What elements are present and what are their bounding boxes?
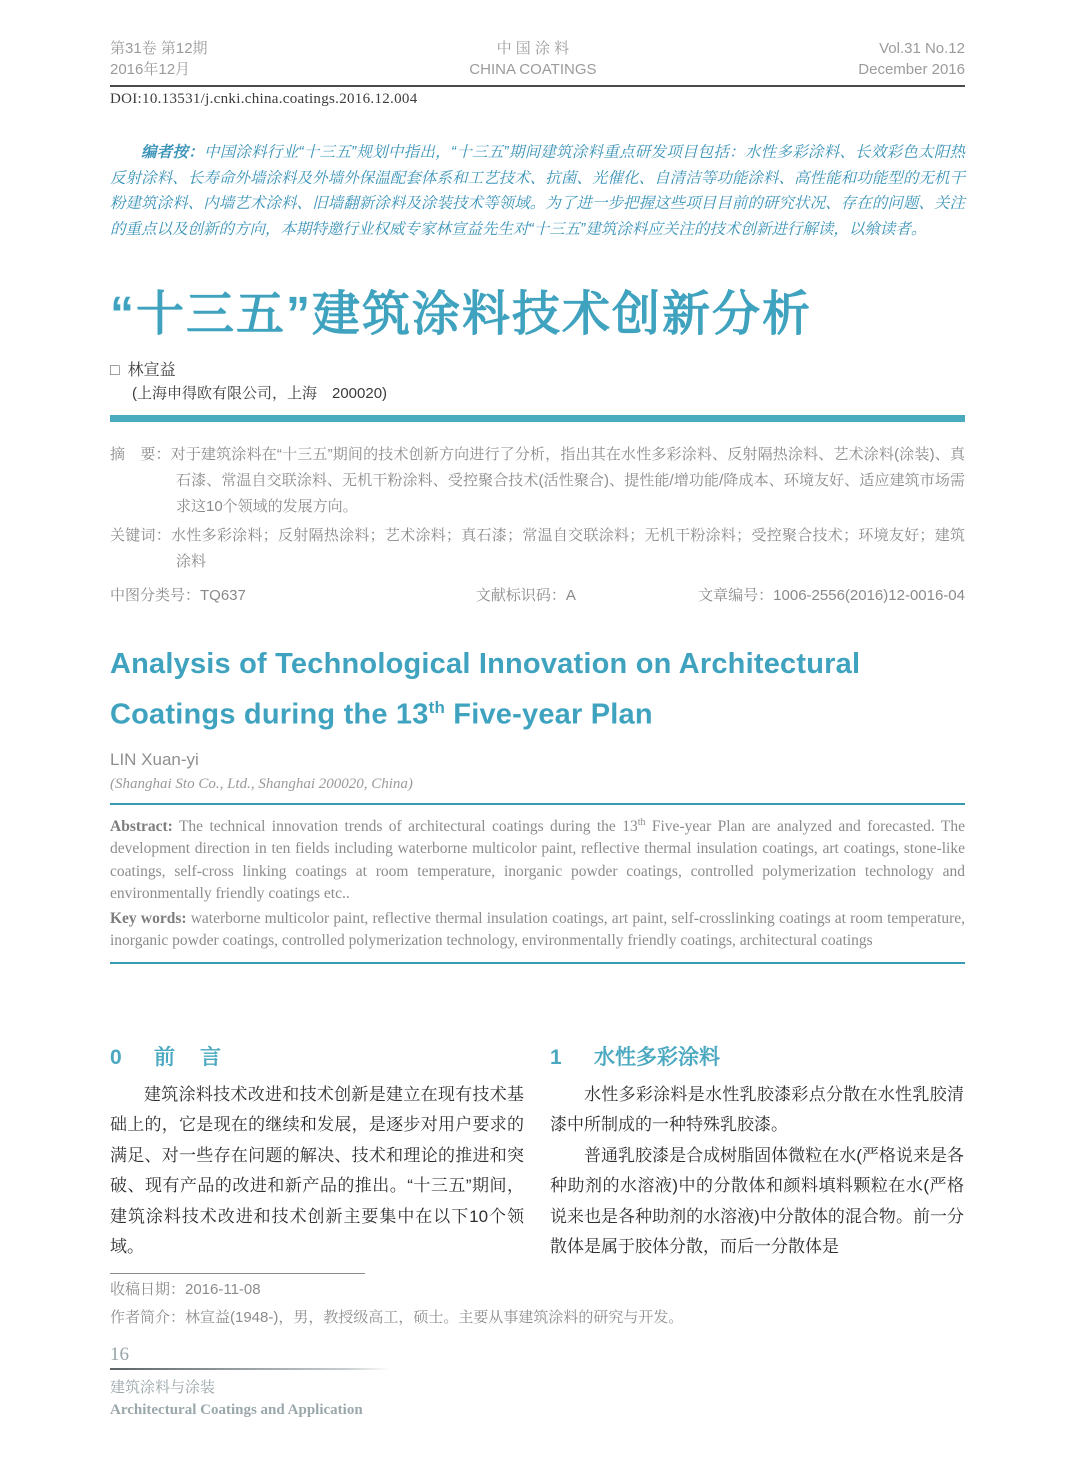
section-1-paragraph-1: 水性多彩涂料是水性乳胶漆彩点分散在水性乳胶清漆中所制成的一种特殊乳胶漆。 bbox=[550, 1084, 964, 1135]
received-date: 收稿日期：2016-11-08 bbox=[110, 1280, 261, 1298]
volume-issue-cn: 第31卷 第12期 bbox=[110, 40, 208, 57]
abstract-box-en bbox=[110, 803, 965, 964]
journal-masthead bbox=[110, 38, 965, 80]
date-en: December 2016 bbox=[858, 61, 965, 78]
article-title-en bbox=[110, 642, 965, 737]
keywords-en-label: Key words: bbox=[110, 909, 187, 927]
doi: DOI:10.13531/j.cnki.china.coatings.2016.12.004 bbox=[110, 91, 418, 107]
author-name-en: LIN Xuan-yi bbox=[110, 749, 199, 769]
section-1-paragraph-2: 普通乳胶漆是合成树脂固体微粒在水(严格说来是各种助剂的水溶液)中的分散体和颜料填料颗粒在水(严格说来也是各种助剂的水溶液)中分散体的混合物。前一分散体是属于胶体分散，而后一分散体是 bbox=[550, 1145, 964, 1257]
article-title-cn: “十三五”建筑涂料技术创新分析 bbox=[110, 288, 813, 341]
title-en-line2-end: Five-year Plan bbox=[445, 698, 653, 731]
section-1-heading bbox=[550, 1044, 964, 1072]
author-marker: □ bbox=[110, 362, 120, 379]
date-cn: 2016年12月 bbox=[110, 61, 191, 78]
affiliation-en: (Shanghai Sto Co., Ltd., Shanghai 200020, China) bbox=[110, 775, 413, 792]
abstract-en-label: Abstract: bbox=[110, 817, 173, 835]
title-en-line1: Analysis of Technological Innovation on Architectural bbox=[110, 648, 861, 680]
article-number: 文章编号：1006-2556(2016)12-0016-04 bbox=[698, 587, 965, 604]
body-columns bbox=[110, 1044, 965, 1263]
journal-name-en: CHINA COATINGS bbox=[469, 61, 597, 78]
masthead-volume-issue bbox=[110, 38, 208, 80]
column-right bbox=[550, 1044, 964, 1263]
title-en-line2: Coatings during the 13 bbox=[110, 698, 429, 731]
classification-row bbox=[110, 584, 965, 608]
page-number: 16 bbox=[110, 1343, 129, 1365]
section-0-title: 前 言 bbox=[154, 1045, 223, 1069]
abstract-en-text-1: The technical innovation trends of architectural coatings during the 13 bbox=[172, 817, 638, 835]
footer-rule bbox=[110, 1368, 390, 1370]
author-name-cn: 林宣益 bbox=[127, 362, 176, 379]
column-left bbox=[110, 1044, 524, 1263]
journal-name-cn: 中 国 涂 料 bbox=[496, 40, 570, 57]
author-bio: 作者简介：林宣益(1948-)，男，教授级高工，硕士。主要从事建筑涂料的研究与开发。 bbox=[110, 1308, 684, 1326]
footnote-block bbox=[110, 1273, 965, 1330]
volume-issue-en: Vol.31 No.12 bbox=[879, 40, 965, 57]
abstract-en bbox=[110, 812, 965, 906]
keywords-cn bbox=[110, 523, 965, 575]
abstract-cn-label: 摘 要： bbox=[110, 446, 171, 463]
editor-note-label: 编者按： bbox=[141, 144, 204, 161]
masthead-journal-name bbox=[469, 38, 596, 80]
section-0-number: 0 bbox=[110, 1045, 122, 1069]
section-0-paragraph: 建筑涂料技术改进和技术创新是建立在现有技术基础上的，它是现在的继续和发展，是逐步对用户要求的满足、对一些存在问题的解决、技术和理论的推进和突破、现有产品的改进和新产品的推出。“十三五”期间，建筑涂料技术改进和技术创新主要集中在以下10个领域。 bbox=[110, 1084, 524, 1257]
editor-note-text: 中国涂料行业“十三五”规划中指出，“十三五”期间建筑涂料重点研发项目包括：水性多彩涂料、长效彩色太阳热反射涂料、长寿命外墙涂料及外墙外保温配套体系和工艺技术、抗菌、光催化、自清洁等功能涂料、高性能和功能型的无机干粉建筑涂料、内墙艺术涂料、旧墙翻新涂料及涂装技术等领域。为了进一步把握这些项目目前的研究状况、存在的问题、关注的重点以及创新的方向，本期特邀行业权威专家林宣益先生对“十三五”建筑涂料应关注的技术创新进行解读，以飨读者。 bbox=[110, 144, 965, 238]
page-footer bbox=[110, 1344, 965, 1420]
section-1-title: 水性多彩涂料 bbox=[594, 1045, 720, 1069]
masthead-rule bbox=[110, 85, 965, 87]
document-code: 文献标识码：A bbox=[475, 587, 576, 604]
column-title-en: Architectural Coatings and Application bbox=[110, 1401, 363, 1418]
abstract-en-superscript: th bbox=[637, 816, 646, 828]
abstract-en-text-2: Five-year Plan are analyzed and forecasted. The development direction in ten fields including waterborne multicolor paint, reflective thermal insulation coatings, art coatings, stone-like coatings, self-cross linking coatings at room temperature, inorganic powder coatings, controlled polymerization technology and environmentally friendly coatings etc.. bbox=[110, 817, 965, 903]
affiliation-cn: (上海申得欧有限公司，上海 200020) bbox=[132, 385, 388, 402]
clc-number: 中图分类号：TQ637 bbox=[110, 587, 246, 604]
masthead-volume-issue-en bbox=[858, 38, 965, 80]
section-0-heading bbox=[110, 1044, 524, 1072]
keywords-cn-text: 水性多彩涂料；反射隔热涂料；艺术涂料；真石漆；常温自交联涂料；无机干粉涂料；受控聚合技术；环境友好；建筑涂料 bbox=[171, 527, 965, 570]
column-title-cn: 建筑涂料与涂装 bbox=[110, 1378, 216, 1396]
abstract-cn-text: 对于建筑涂料在“十三五”期间的技术创新方向进行了分析，指出其在水性多彩涂料、反射隔热涂料、艺术涂料(涂装)、真石漆、常温自交联涂料、无机干粉涂料、受控聚合技术(活性聚合)、提性能/增功能/降成本、环境友好、适应建筑市场需求这10个领域的发展方向。 bbox=[170, 446, 965, 515]
keywords-cn-label: 关键词： bbox=[110, 527, 172, 544]
keywords-en-text: waterborne multicolor paint, reflective thermal insulation coatings, art paint, self-crosslinking coatings at room temperature, inorganic powder coatings, controlled polymerization technology, environmentally friendly coatings, architectural coatings bbox=[110, 909, 965, 950]
footnote-rule bbox=[110, 1273, 365, 1274]
section-1-number: 1 bbox=[550, 1045, 562, 1069]
abstract-cn bbox=[110, 442, 965, 520]
keywords-en bbox=[110, 908, 965, 953]
editor-note bbox=[110, 140, 965, 242]
author-line-cn bbox=[110, 360, 965, 382]
divider-bar bbox=[110, 415, 965, 422]
title-en-superscript: th bbox=[428, 698, 446, 717]
